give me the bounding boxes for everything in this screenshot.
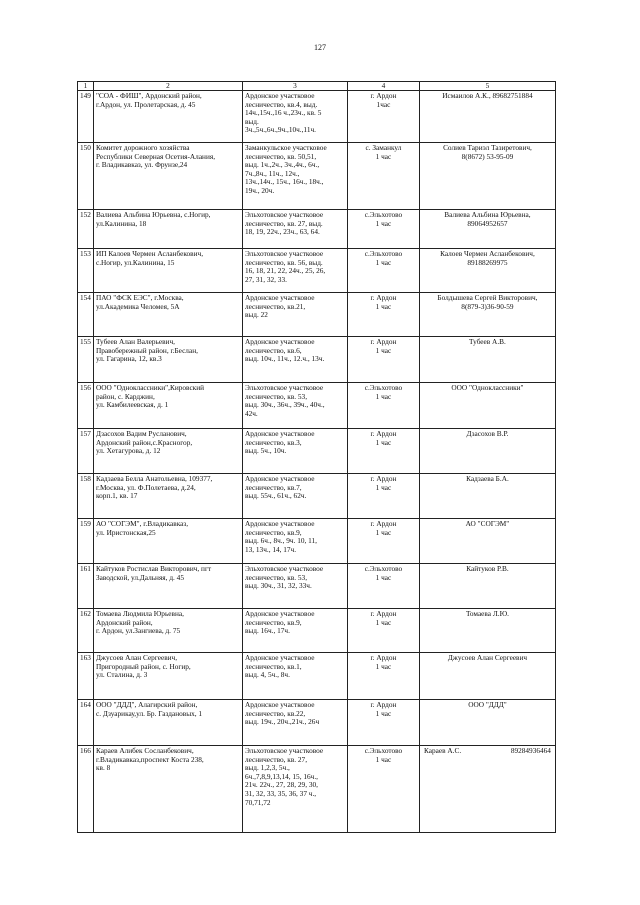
cell-line: выд. 4, 5ч., 8ч. xyxy=(244,670,290,680)
cell-line: г.Москва, ул. Ф.Полетаева, д.24, xyxy=(95,482,196,492)
cell-line: г.Ардон, ул. Пролетарская, д. 45 xyxy=(95,99,196,109)
cell-line: Ардонское участковое xyxy=(244,519,315,528)
location-cell xyxy=(347,210,419,249)
cell-line: Кадзаева Б.А. xyxy=(466,474,509,483)
forest-plot-cell xyxy=(242,564,347,609)
table-row xyxy=(78,609,556,653)
cell-line: лесничество, кв.6, xyxy=(244,345,302,355)
cell-line: лесничество, кв.7, xyxy=(244,482,302,492)
table-row xyxy=(78,337,556,383)
applicant-cell xyxy=(93,337,242,383)
cell-line: лесничество, кв.1, xyxy=(244,661,302,671)
forest-plot-cell xyxy=(242,609,347,653)
cell-line: 1 час xyxy=(375,617,392,627)
cell-line: Томаева Людмила Юрьевна, xyxy=(95,609,184,618)
cell-line: ИП Калоев Чермен Асланбекович, xyxy=(95,249,204,258)
applicant-cell xyxy=(93,210,242,249)
location-cell xyxy=(347,653,419,700)
cell-line: г. Ардон xyxy=(370,429,397,438)
cell-line: Валиева Альбина Юрьевна, с.Ногир, xyxy=(95,210,211,219)
forest-plot-cell xyxy=(242,700,347,746)
row-number: 152 xyxy=(78,210,94,249)
cell-line: Пригородный район, с. Ногир, xyxy=(95,661,191,671)
location-cell xyxy=(347,293,419,337)
row-number: 159 xyxy=(78,519,94,564)
cell-line: Ардонское участковое xyxy=(244,429,315,438)
cell-line: лесничество, кв. 53, xyxy=(244,572,308,582)
cell-line: 27, 31, 32, 33. xyxy=(244,274,287,284)
cell-line: г. Ардон xyxy=(370,474,397,483)
table-header-row xyxy=(78,82,556,91)
cell-line: Тубеев Алан Валерьевич, xyxy=(95,337,175,346)
cell-line: г.Владикавказ,проспект Коста 238, xyxy=(95,754,204,764)
table-row xyxy=(78,383,556,429)
cell-line: корп.1, кв. 17 xyxy=(95,491,138,501)
location-cell xyxy=(347,249,419,293)
cell-line: Ардонское участковое xyxy=(244,293,315,302)
cell-line: г. Ардон xyxy=(370,293,397,302)
forest-plot-cell xyxy=(242,91,347,143)
cell-line: г. Ардон xyxy=(370,653,397,662)
cell-line: г. Ардон xyxy=(370,91,397,100)
cell-line: ул. Гагарина, 12, кв.3 xyxy=(95,354,162,364)
cell-line: Заманкульское участковое xyxy=(244,143,327,152)
cell-line: Кайтуков Ростислав Викторович, пгт xyxy=(95,564,212,573)
cell-line: ООО "ДДД" xyxy=(468,700,507,709)
cell-line: 1час xyxy=(376,99,391,109)
cell-line: лесничество, кв.21, xyxy=(244,301,306,311)
cell-line: выд. 16ч., 17ч. xyxy=(244,626,290,636)
cell-line: кв. 8 xyxy=(95,763,111,773)
cell-line: ПАО "ФСК ЕЭС", г.Москва, xyxy=(95,293,184,302)
cell-line: 18, 19, 22ч., 23ч., 63, 64. xyxy=(244,227,320,237)
cell-line: 14ч.,15ч.,16 ч.,23ч., кв. 5 xyxy=(244,108,322,118)
cell-line: лесничество, кв.9, xyxy=(244,617,302,627)
cell-line: 1 час xyxy=(375,218,392,228)
cell-line: выд. 1,2,3, 5ч., xyxy=(244,763,290,773)
cell-line: лесничество, кв.9, xyxy=(244,527,302,537)
cell-line: Караев Алибек Сосланбекович, xyxy=(95,746,194,755)
cell-line: АО "СОГЭМ" xyxy=(465,519,510,528)
cell-line: лесничество, кв. 27, выд. xyxy=(244,218,323,228)
cell-line: ООО "ДДД", Алагирский район, xyxy=(95,700,198,709)
cell-line: Джусоев Алан Сергеевич xyxy=(447,653,528,662)
applicant-cell xyxy=(93,653,242,700)
contact-cell xyxy=(419,429,555,474)
cell-line: с. Заманкул xyxy=(365,143,402,152)
cell-line: с.Эльхотово xyxy=(364,210,403,219)
row-number: 156 xyxy=(78,383,94,429)
table-row xyxy=(78,143,556,210)
cell-line: г. Ардон xyxy=(370,337,397,346)
applicant-cell xyxy=(93,143,242,210)
cell-line: Ардонское участковое xyxy=(244,337,315,346)
cell-line: с.Эльхотово xyxy=(364,249,403,258)
cell-line: Тубеев А.В. xyxy=(469,337,506,346)
cell-line: лесничество, кв.3, xyxy=(244,437,302,447)
cell-line: 1 час xyxy=(375,257,392,267)
cell-line: ул. Иристонская,25 xyxy=(95,527,156,537)
cell-line: с. Дзуарикау,ул. Бр. Газдановых, 1 xyxy=(95,708,203,718)
cell-line: ул. Камбилеевская, д. 1 xyxy=(95,400,169,410)
row-number: 154 xyxy=(78,293,94,337)
cell-line: с.Ногир, ул.Калинина, 15 xyxy=(95,257,175,267)
cell-line: Ардонское участковое xyxy=(244,91,315,100)
cell-line: 8(8672) 53-95-09 xyxy=(461,151,514,161)
cell-line: лесничество, кв. 27, xyxy=(244,754,308,764)
location-cell xyxy=(347,519,419,564)
cell-line: 89188269975 xyxy=(467,257,508,267)
cell-line: 1 час xyxy=(375,527,392,537)
row-number: 157 xyxy=(78,429,94,474)
cell-line: Эльхотовское участковое xyxy=(244,746,324,755)
forest-plot-cell xyxy=(242,337,347,383)
cell-line: 6ч.,7,8,9,13,14, 15, 16ч., xyxy=(244,771,318,781)
contact-cell xyxy=(419,293,555,337)
location-cell xyxy=(347,609,419,653)
cell-line: выд. 6ч., 8ч., 9ч. 10, 11, xyxy=(244,536,318,546)
cell-line: Заводской, ул.Дальняя, д. 45 xyxy=(95,572,184,582)
header-cell: 1 xyxy=(78,82,94,91)
contact-cell xyxy=(419,653,555,700)
forest-plot-cell xyxy=(242,519,347,564)
contact-phone: 89284936464 xyxy=(510,746,551,755)
header-cell: 4 xyxy=(347,82,419,91)
cell-line: 7ч.,8ч., 11ч., 12ч., xyxy=(244,168,300,178)
cell-line: Дзасохов Вадим Русланович, xyxy=(95,429,187,438)
contact-cell xyxy=(419,143,555,210)
cell-line: выд. 55ч., 61ч., 62ч. xyxy=(244,491,307,501)
table-row xyxy=(78,91,556,143)
location-cell xyxy=(347,143,419,210)
row-number: 155 xyxy=(78,337,94,383)
cell-line: с.Эльхотово xyxy=(364,564,403,573)
table-row xyxy=(78,474,556,519)
cell-line: Ардонский район, xyxy=(95,617,153,627)
permit-table xyxy=(77,81,556,833)
forest-plot-cell xyxy=(242,210,347,249)
forest-plot-cell xyxy=(242,293,347,337)
location-cell xyxy=(347,474,419,519)
cell-line: выд. 10ч., 11ч., 12.ч., 13ч. xyxy=(244,354,325,364)
cell-line: 31, 32, 33, 35, 36, 37 ч., xyxy=(244,788,317,798)
forest-plot-cell xyxy=(242,429,347,474)
cell-line: Кайтуков Р.В. xyxy=(466,564,509,573)
contact-cell xyxy=(419,383,555,429)
cell-line: лесничество, кв.4, выд. xyxy=(244,99,318,109)
cell-line: выд. 5ч., 10ч. xyxy=(244,446,287,456)
cell-line: Эльхотовское участковое xyxy=(244,564,324,573)
cell-line: г. Ардон xyxy=(370,700,397,709)
applicant-cell xyxy=(93,249,242,293)
cell-line: ООО "Одноклассники" xyxy=(451,383,524,392)
location-cell xyxy=(347,429,419,474)
location-cell xyxy=(347,700,419,746)
location-cell xyxy=(347,564,419,609)
location-cell xyxy=(347,91,419,143)
row-number: 149 xyxy=(78,91,94,143)
cell-line: лесничество, кв. 53, xyxy=(244,391,308,401)
cell-line: Кадзаева Белла Анатольевна, 109377, xyxy=(95,474,213,483)
cell-line: 8(879-3)36-90-59 xyxy=(461,301,514,311)
contact-cell xyxy=(419,746,555,833)
page-number: 127 xyxy=(314,43,326,52)
contact-cell xyxy=(419,474,555,519)
contact-cell xyxy=(419,337,555,383)
cell-line: 70,71,72 xyxy=(244,797,271,807)
row-number: 164 xyxy=(78,700,94,746)
cell-line: ООО "Одноклассники",Кировский xyxy=(95,383,205,392)
row-number: 153 xyxy=(78,249,94,293)
cell-line: Комитет дорожного хозяйства xyxy=(95,143,190,152)
cell-line: Исмаилов А.К., 89682751884 xyxy=(442,91,533,100)
cell-line: 1 час xyxy=(375,754,392,764)
cell-line: ул.Академика Челомея, 5А xyxy=(95,301,180,311)
contact-cell xyxy=(419,210,555,249)
cell-line: "СОА - ФИШ", Ардонский район, xyxy=(95,91,202,100)
cell-line: 1 час xyxy=(375,301,392,311)
contact-cell xyxy=(419,519,555,564)
row-number: 163 xyxy=(78,653,94,700)
cell-line: 21ч. 22ч., 27, 28, 29, 30, xyxy=(244,780,318,790)
cell-line: 13ч.,14ч., 15ч., 16ч., 18ч., xyxy=(244,177,324,187)
row-number: 158 xyxy=(78,474,94,519)
cell-line: Эльхотовское участковое xyxy=(244,383,324,392)
cell-line: 1 час xyxy=(375,345,392,355)
cell-line: выд. 1ч.,2ч., 3ч.,4ч., 6ч., xyxy=(244,160,320,170)
cell-line: 1 час xyxy=(375,661,392,671)
cell-line: Эльхотовское участковое xyxy=(244,249,324,258)
applicant-cell xyxy=(93,91,242,143)
cell-line: г. Ардон xyxy=(370,609,397,618)
contact-cell xyxy=(419,564,555,609)
cell-line: 3ч.,5ч.,6ч.,9ч.,10ч.,11ч. xyxy=(244,125,316,135)
forest-plot-cell xyxy=(242,746,347,833)
header-cell: 3 xyxy=(242,82,347,91)
cell-line: Ардонское участковое xyxy=(244,609,315,618)
table-row xyxy=(78,700,556,746)
table-row xyxy=(78,564,556,609)
table-row xyxy=(78,210,556,249)
forest-plot-cell xyxy=(242,143,347,210)
cell-line: выд. 19ч., 20ч.,21ч., 26ч xyxy=(244,717,320,727)
contact-cell xyxy=(419,609,555,653)
location-cell xyxy=(347,337,419,383)
table-row xyxy=(78,293,556,337)
contact-name: Караев А.С. xyxy=(423,746,462,755)
cell-line: ул. Сталина, д. 3 xyxy=(95,670,148,680)
applicant-cell xyxy=(93,609,242,653)
cell-line: Валиева Альбина Юрьевна, xyxy=(444,210,531,219)
table-row xyxy=(78,653,556,700)
applicant-cell xyxy=(93,293,242,337)
cell-line: лесничество, кв. 50,51, xyxy=(244,151,317,161)
contact-cell xyxy=(419,91,555,143)
forest-plot-cell xyxy=(242,653,347,700)
table-row xyxy=(78,519,556,564)
cell-line: 1 час xyxy=(375,391,392,401)
cell-line: 1 час xyxy=(375,151,392,161)
applicant-cell xyxy=(93,700,242,746)
cell-line: 42ч. xyxy=(244,408,258,418)
cell-line: Джусоев Алан Сергеевич, xyxy=(95,653,178,662)
cell-line: лесничество, кв.22, xyxy=(244,708,306,718)
cell-line: Ардонское участковое xyxy=(244,653,315,662)
cell-line: г. Ардон xyxy=(370,519,397,528)
cell-line: выд. xyxy=(244,116,259,126)
forest-plot-cell xyxy=(242,383,347,429)
applicant-cell xyxy=(93,474,242,519)
cell-line: Ардонский район,с.Красногор, xyxy=(95,437,193,447)
cell-line: Эльхотовское участковое xyxy=(244,210,324,219)
cell-line: Солиев Тариэл Тазиретович, xyxy=(443,143,532,152)
cell-line: выд. 30ч., 31, 32, 33ч. xyxy=(244,581,312,591)
cell-line: район, с. Карджин, xyxy=(95,391,155,401)
row-number: 162 xyxy=(78,609,94,653)
table-row xyxy=(78,429,556,474)
cell-line: г. Владикавказ, ул. Фрунзе,24 xyxy=(95,160,188,170)
row-number: 166 xyxy=(78,746,94,833)
cell-line: 13, 13ч., 14, 17ч. xyxy=(244,544,297,554)
cell-line: 1 час xyxy=(375,572,392,582)
applicant-cell xyxy=(93,564,242,609)
cell-line: с.Эльхотово xyxy=(364,383,403,392)
applicant-cell xyxy=(93,519,242,564)
cell-line: ул.Калинина, 18 xyxy=(95,218,147,228)
cell-line: 16, 18, 21, 22, 24ч., 25, 26, xyxy=(244,266,326,276)
cell-line: г. Ардон, ул.Зангиева, д. 75 xyxy=(95,626,181,636)
cell-line: 89064952657 xyxy=(467,218,508,228)
cell-line: Калоев Чермен Асланбекович, xyxy=(440,249,535,258)
location-cell xyxy=(347,383,419,429)
table-row xyxy=(78,249,556,293)
cell-line: 1 час xyxy=(375,708,392,718)
forest-plot-cell xyxy=(242,474,347,519)
header-cell: 5 xyxy=(419,82,555,91)
cell-line: 1 час xyxy=(375,482,392,492)
cell-line: АО "СОГЭМ", г.Владикавказ, xyxy=(95,519,189,528)
applicant-cell xyxy=(93,746,242,833)
cell-line: Болдышева Сергей Викторович, xyxy=(437,293,538,302)
cell-line: Ардонское участковое xyxy=(244,474,315,483)
cell-line: Ардонское участковое xyxy=(244,700,315,709)
cell-line: Правобережный район, г.Беслан, xyxy=(95,345,198,355)
cell-line: выд. 22 xyxy=(244,310,268,320)
cell-line: 19ч., 20ч. xyxy=(244,185,275,195)
cell-line: выд. 30ч., 36ч., 39ч., 40ч., xyxy=(244,400,325,410)
cell-line: Республики Северная Осетия-Алания, xyxy=(95,151,216,161)
cell-line: Томаева Л.Ю. xyxy=(465,609,509,618)
applicant-cell xyxy=(93,383,242,429)
contact-cell xyxy=(419,249,555,293)
contact-cell xyxy=(419,700,555,746)
header-cell: 2 xyxy=(93,82,242,91)
location-cell xyxy=(347,746,419,833)
cell-line: с.Эльхотово xyxy=(364,746,403,755)
forest-plot-cell xyxy=(242,249,347,293)
applicant-cell xyxy=(93,429,242,474)
cell-line: лесничество, кв. 56, выд. xyxy=(244,257,323,267)
cell-line: ул. Хетагурова, д. 12 xyxy=(95,446,161,456)
cell-line: 1 час xyxy=(375,437,392,447)
cell-line: Дзасохов В.Р. xyxy=(466,429,509,438)
row-number: 150 xyxy=(78,143,94,210)
row-number: 161 xyxy=(78,564,94,609)
table-row xyxy=(78,746,556,833)
